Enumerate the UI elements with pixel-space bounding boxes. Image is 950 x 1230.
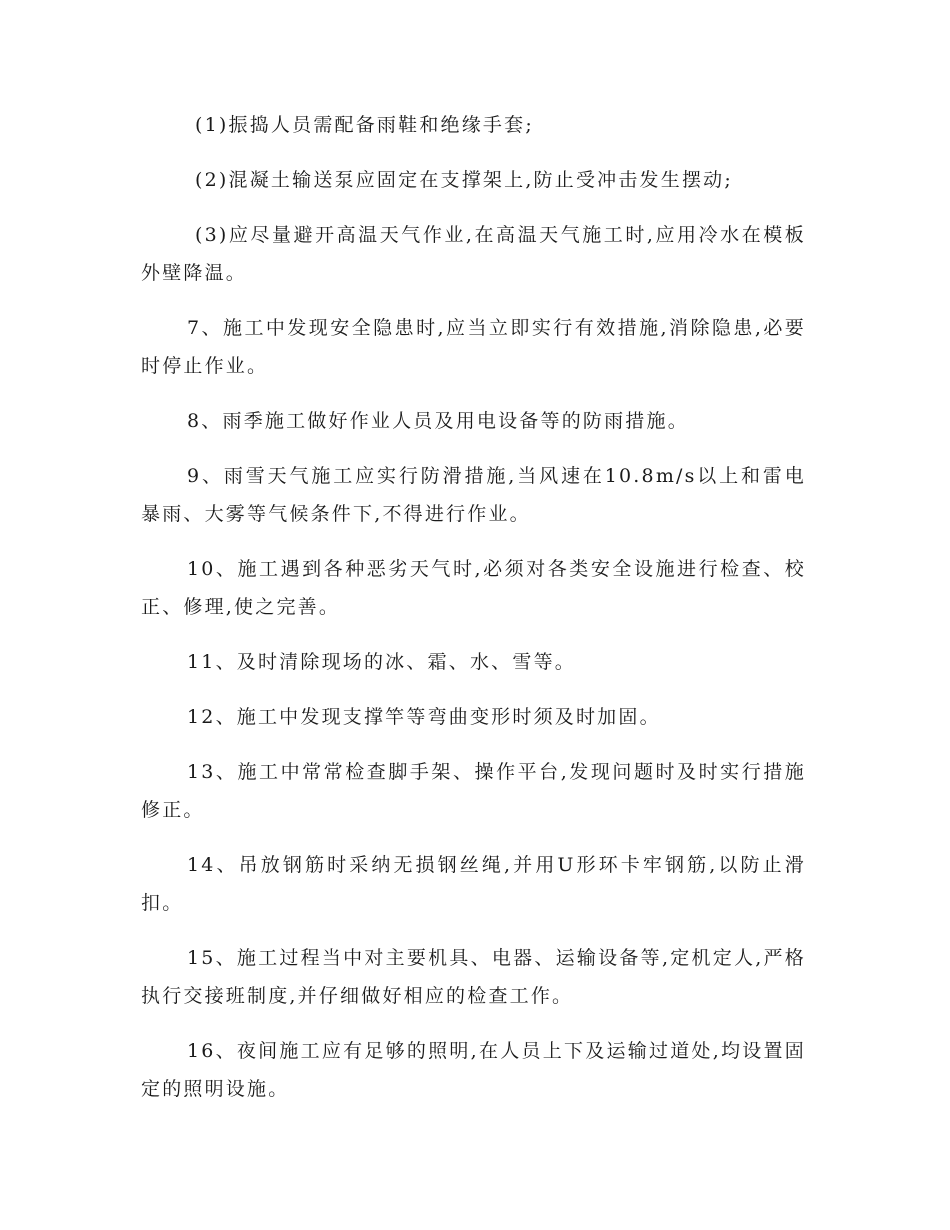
- paragraph-10: 13、施工中常常检查脚手架、操作平台,发现问题时及时实行措施修正。: [141, 761, 806, 821]
- paragraph-4: 7、施工中发现安全隐患时,应当立即实行有效措施,消除隐患,必要时停止作业。: [141, 317, 806, 377]
- paragraph-9: 12、施工中发现支撑竿等弯曲变形时须及时加固。: [187, 706, 661, 728]
- paragraph-13: 16、夜间施工应有足够的照明,在人员上下及运输过道处,均设置固定的照明设施。: [141, 1040, 806, 1100]
- paragraph-8: 11、及时清除现场的冰、霜、水、雪等。: [187, 651, 576, 673]
- paragraph-7: 10、施工遇到各种恶劣天气时,必须对各类安全设施进行检查、校正、修理,使之完善。: [141, 558, 806, 618]
- paragraph-11: 14、吊放钢筋时采纳无损钢丝绳,并用U形环卡牢钢筋,以防止滑扣。: [141, 854, 806, 914]
- document-body: [141, 106, 806, 1125]
- paragraph-12: 15、施工过程当中对主要机具、电器、运输设备等,定机定人,严格执行交接班制度,并仔细做好相应的检查工作。: [141, 947, 806, 1007]
- paragraph-2: (2)混凝土输送泵应固定在支撑架上,防止受冲击发生摆动;: [195, 169, 733, 191]
- paragraph-6: 9、雨雪天气施工应实行防滑措施,当风速在10.8m/s以上和雷电暴雨、大雾等气候条件下,不得进行作业。: [141, 465, 806, 525]
- paragraph-3: (3)应尽量避开高温天气作业,在高温天气施工时,应用冷水在模板外壁降温。: [141, 224, 806, 284]
- paragraph-5: 8、雨季施工做好作业人员及用电设备等的防雨措施。: [187, 410, 689, 432]
- paragraph-1: (1)振捣人员需配备雨鞋和绝缘手套;: [195, 114, 534, 136]
